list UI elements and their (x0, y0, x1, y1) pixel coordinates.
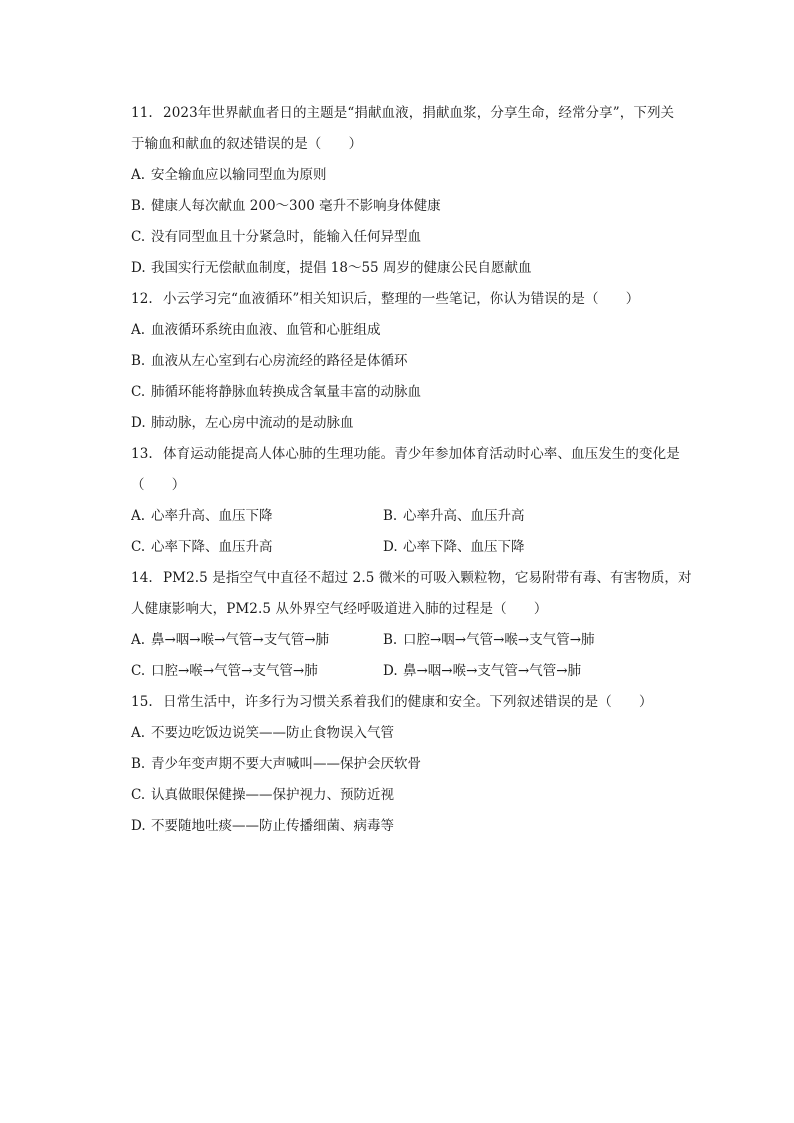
question-11-stem-line-2: 于输血和献血的叙述错误的是（ ） (131, 136, 363, 152)
question-13-number: 13. (131, 446, 153, 462)
question-15-option-b[interactable]: B. 青少年变声期不要大声喊叫——保护会厌软骨 (131, 756, 421, 772)
question-13-option-a[interactable]: A. 心率升高、血压下降 (131, 508, 273, 524)
question-13-stem-line-1: 13. 体育运动能提高人体心肺的生理功能。青少年参加体育活动时心率、血压发生的变化是 (131, 439, 701, 470)
question-15-option-d[interactable]: D. 不要随地吐痰——防止传播细菌、病毒等 (131, 818, 394, 834)
question-13-option-d[interactable]: D. 心率下降、血压下降 (383, 539, 525, 555)
question-14-options-row-2 (131, 656, 701, 687)
question-14-option-a[interactable]: A. 鼻→咽→喉→气管→支气管→肺 (131, 632, 330, 648)
question-13-options-row-1 (131, 501, 701, 532)
question-14-options-row-1 (131, 625, 701, 656)
question-14-option-b[interactable]: B. 口腔→咽→气管→喉→支气管→肺 (383, 632, 595, 648)
question-12-option-a[interactable]: A. 血液循环系统由血液、血管和心脏组成 (131, 322, 381, 338)
question-12-option-d[interactable]: D. 肺动脉，左心房中流动的是动脉血 (131, 415, 354, 431)
question-12-option-b[interactable]: B. 血液从左心室到右心房流经的路径是体循环 (131, 353, 408, 369)
question-12-number: 12. (131, 291, 153, 307)
question-15-number: 15. (131, 694, 153, 710)
question-11-number: 11. (131, 105, 153, 121)
question-13-stem-line-2: （ ） (131, 477, 186, 493)
question-11-option-d[interactable]: D. 我国实行无偿献血制度，提倡 18～55 周岁的健康公民自愿献血 (131, 260, 532, 276)
question-12-option-c[interactable]: C. 肺循环能将静脉血转换成含氧量丰富的动脉血 (131, 384, 421, 400)
question-11-stem-line-1: 11. 2023年世界献血者日的主题是“捐献血液，捐献血浆，分享生命，经常分享”，下列关 (131, 98, 701, 129)
question-13-option-c[interactable]: C. 心率下降、血压升高 (131, 539, 273, 555)
question-11-option-b[interactable]: B. 健康人每次献血 200～300 毫升不影响身体健康 (131, 198, 441, 214)
question-13-option-b[interactable]: B. 心率升高、血压升高 (383, 508, 525, 524)
question-11-option-c[interactable]: C. 没有同型血且十分紧急时，能输入任何异型血 (131, 229, 421, 245)
question-14-stem-line-2: 人健康影响大，PM2.5 从外界空气经呼吸道进入肺的过程是（ ） (131, 601, 548, 617)
question-15-stem-line-1: 15. 日常生活中，许多行为习惯关系着我们的健康和安全。下列叙述错误的是（ ） (131, 687, 701, 718)
question-15-option-a[interactable]: A. 不要边吃饭边说笑——防止食物误入气管 (131, 725, 394, 741)
question-14-number: 14. (131, 570, 153, 586)
question-list (131, 98, 701, 842)
question-14-option-d[interactable]: D. 鼻→咽→喉→支气管→气管→肺 (383, 663, 582, 679)
question-12-stem-line-1: 12. 小云学习完“血液循环”相关知识后，整理的一些笔记，你认为错误的是（ ） (131, 284, 701, 315)
question-14-stem-line-1: 14. PM2.5 是指空气中直径不超过 2.5 微米的可吸入颗粒物，它易附带有毒、有害物质，对 (131, 563, 701, 594)
question-13-options-row-2 (131, 532, 701, 563)
question-14-option-c[interactable]: C. 口腔→喉→气管→支气管→肺 (131, 663, 318, 679)
question-15-option-c[interactable]: C. 认真做眼保健操——保护视力、预防近视 (131, 787, 394, 803)
question-11-option-a[interactable]: A. 安全输血应以输同型血为原则 (131, 167, 327, 183)
